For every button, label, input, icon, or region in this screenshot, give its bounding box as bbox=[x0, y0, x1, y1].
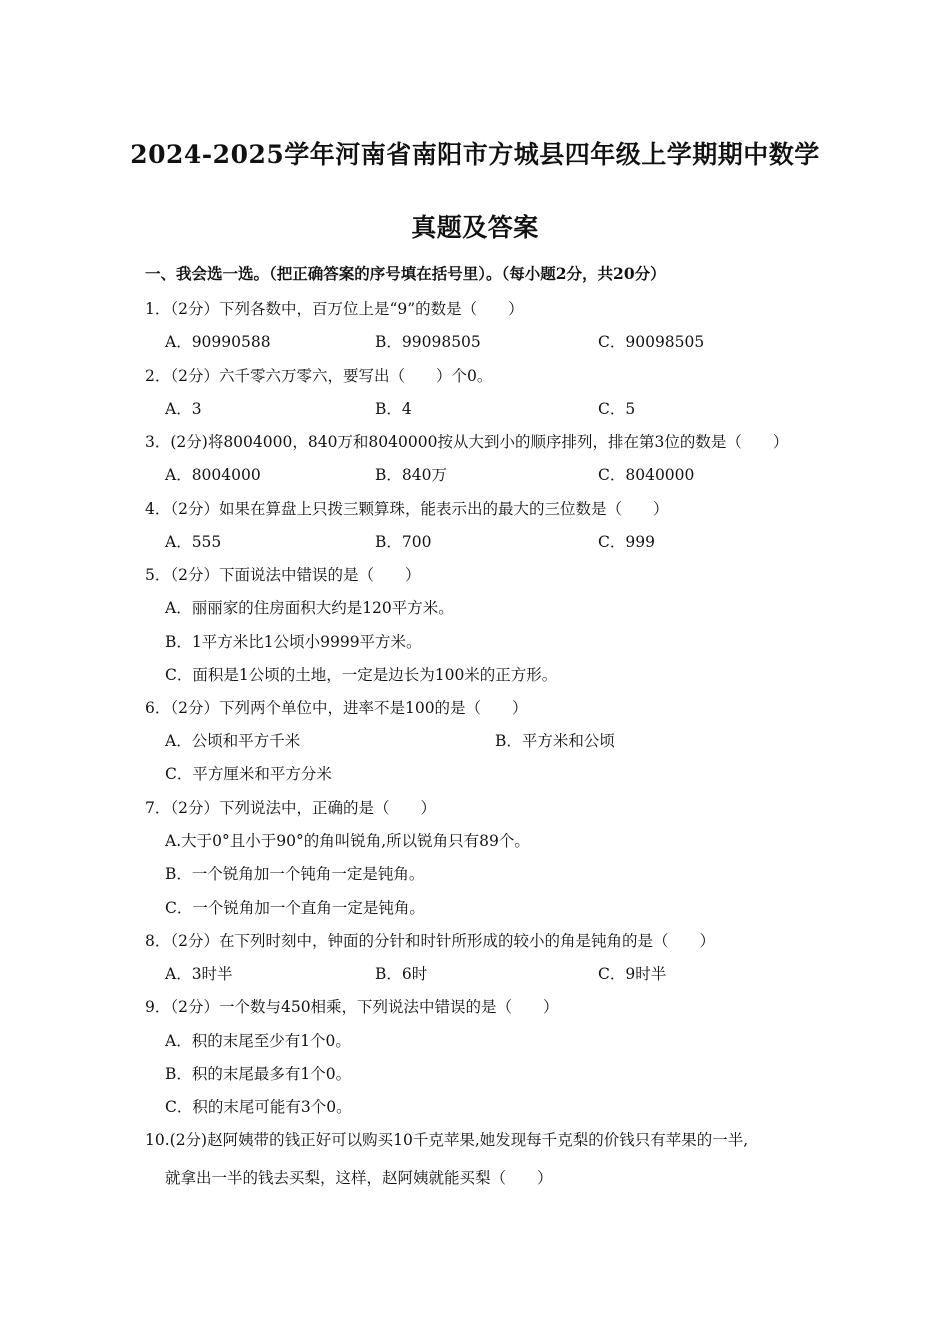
question-9-option-c: C．积的末尾可能有3个0。 bbox=[165, 1098, 352, 1116]
question-9-stem: 9．（2分）一个数与450相乘，下列说法中错误的是（ ） bbox=[145, 998, 559, 1016]
question-4-option-a: A．555 bbox=[165, 533, 222, 551]
question-3-stem: 3．(2分)将8004000，840万和8040000按从大到小的顺序排列，排在第3位的数是（ ） bbox=[145, 433, 789, 451]
question-2-option-b: B．4 bbox=[375, 400, 412, 418]
question-9-option-b: B．积的末尾最多有1个0。 bbox=[165, 1065, 352, 1083]
question-4-options bbox=[165, 530, 805, 554]
question-2-options bbox=[165, 397, 805, 421]
question-7-option-b: B．一个锐角加一个钝角一定是钝角。 bbox=[165, 865, 425, 883]
question-3-option-c: C．8040000 bbox=[598, 466, 695, 484]
question-10-stem: 10.(2分)赵阿姨带的钱正好可以购买10千克苹果,她发现每千克梨的价钱只有苹果的一半, bbox=[145, 1131, 749, 1149]
question-5-option-c: C．面积是1公顷的土地，一定是边长为100米的正方形。 bbox=[165, 666, 558, 684]
section-heading-1: 一、我会选一选。（把正确答案的序号填在括号里）。（每小题2分，共20分） bbox=[145, 264, 666, 283]
question-1-option-c: C．90098505 bbox=[598, 333, 705, 351]
question-8-options bbox=[165, 962, 805, 986]
question-6-options-row bbox=[165, 729, 805, 753]
question-6-option-b: B．平方米和公顷 bbox=[495, 732, 615, 750]
question-3-option-b: B．840万 bbox=[375, 466, 447, 484]
question-5-option-a: A．丽丽家的住房面积大约是120平方米。 bbox=[165, 599, 454, 617]
question-1-options bbox=[165, 330, 805, 354]
question-2-stem: 2．（2分）六千零六万零六，要写出（ ）个0。 bbox=[145, 367, 493, 385]
question-1-option-b: B．99098505 bbox=[375, 333, 481, 351]
question-3-options bbox=[165, 463, 805, 487]
question-7-stem: 7．（2分）下列说法中，正确的是（ ） bbox=[145, 799, 436, 817]
question-8-stem: 8．（2分）在下列时刻中，钟面的分针和时针所形成的较小的角是钝角的是（ ） bbox=[145, 932, 715, 950]
question-3-option-a: A．8004000 bbox=[165, 466, 261, 484]
question-6-option-c: C．平方厘米和平方分米 bbox=[165, 765, 332, 783]
document-title-line2: 真题及答案 bbox=[411, 213, 539, 242]
question-4-option-c: C．999 bbox=[598, 533, 655, 551]
question-2-option-c: C．5 bbox=[598, 400, 636, 418]
question-10-stem-continued: 就拿出一半的钱去买梨，这样，赵阿姨就能买梨（ ） bbox=[165, 1169, 553, 1187]
question-2-option-a: A．3 bbox=[165, 400, 202, 418]
question-8-option-b: B．6时 bbox=[375, 965, 428, 983]
question-1-stem: 1．（2分）下列各数中，百万位上是“9”的数是（ ） bbox=[145, 300, 524, 318]
question-5-option-b: B．1平方米比1公顷小9999平方米。 bbox=[165, 633, 422, 651]
document-title-line1: 2024-2025学年河南省南阳市方城县四年级上学期期中数学 bbox=[130, 140, 820, 169]
question-7-option-c: C．一个锐角加一个直角一定是钝角。 bbox=[165, 899, 425, 917]
question-4-option-b: B．700 bbox=[375, 533, 432, 551]
question-1-option-a: A．90990588 bbox=[165, 333, 271, 351]
question-7-option-a: A.大于0°且小于90°的角叫锐角,所以锐角只有89个。 bbox=[165, 832, 530, 850]
question-6-stem: 6．（2分）下列两个单位中，进率不是100的是（ ） bbox=[145, 699, 528, 717]
question-5-stem: 5．（2分）下面说法中错误的是（ ） bbox=[145, 566, 421, 584]
question-4-stem: 4．（2分）如果在算盘上只拨三颗算珠，能表示出的最大的三位数是（ ） bbox=[145, 500, 669, 518]
question-8-option-c: C．9时半 bbox=[598, 965, 667, 983]
question-9-option-a: A．积的末尾至少有1个0。 bbox=[165, 1032, 351, 1050]
question-8-option-a: A．3时半 bbox=[165, 965, 233, 983]
question-6-option-a: A．公顷和平方千米 bbox=[165, 732, 301, 750]
